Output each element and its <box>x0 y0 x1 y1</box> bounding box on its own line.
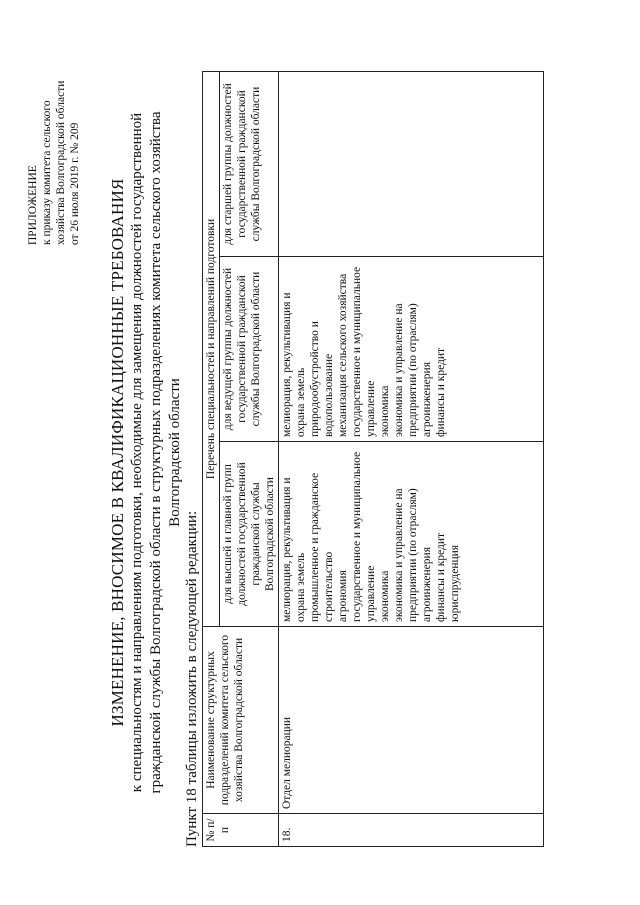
subtitle-line: к специальностям и направлениям подготовки, необходимые для замещения должностей государственной <box>129 112 145 793</box>
specialty-list <box>280 446 462 622</box>
specialty-list <box>280 261 448 437</box>
document-title: ИЗМЕНЕНИЕ, ВНОСИМОЕ В КВАЛИФИКАЦИОННЫЕ ТРЕБОВАНИЯ <box>108 178 127 727</box>
subtitle-line: гражданской службы Волгоградской области в структурных подразделениях комитета сельского хозяйства <box>148 111 164 794</box>
table-row <box>279 72 544 847</box>
list-item: агрономия <box>337 570 349 622</box>
table-header-row <box>203 72 220 847</box>
document-subtitle <box>128 60 185 845</box>
header-leading-group: для ведущей группы должностей государственной гражданской службы Волгоградской области <box>220 257 279 442</box>
list-item: юриспруденция <box>449 544 461 622</box>
appendix-heading: ПРИЛОЖЕНИЕ <box>27 165 39 245</box>
list-item: финансы и кредит <box>435 347 447 437</box>
row-unit-name: Отдел мелиорации <box>279 627 544 814</box>
list-item: экономика и управление на предприятии (по отраслям) <box>393 488 419 622</box>
row-list-senior <box>279 72 544 257</box>
header-unit-name: Наименование структурных подразделений комитета сельского хозяйства Волгоградской области <box>203 627 279 814</box>
intro-text: Пункт 18 таблицы изложить в следующей редакции: <box>184 510 200 847</box>
list-item: агроинженерия <box>421 362 433 437</box>
list-item: агроинженерия <box>421 547 433 622</box>
qualification-table <box>202 71 544 847</box>
subtitle-line: Волгоградской области <box>167 378 183 527</box>
list-item: мелиорация, рекультивация и охрана земель <box>281 292 307 437</box>
header-group: Перечень специальностей и направлений подготовки <box>203 72 220 627</box>
list-item: экономика и управление на предприятии (по отраслям) <box>393 303 419 437</box>
appendix-line: к приказу комитета сельского <box>41 100 53 245</box>
list-item: механизация сельского хозяйства <box>337 273 349 437</box>
list-item: промышленное и гражданское строительство <box>309 472 335 622</box>
list-item: экономика <box>379 570 391 622</box>
list-item: финансы и кредит <box>435 532 447 622</box>
row-list-highest <box>279 442 544 627</box>
header-senior-group: для старшей группы должностей государственной гражданской службы Волгоградской области <box>220 72 279 257</box>
list-item: природообустройство и водопользование <box>309 321 335 437</box>
list-item: государственное и муниципальное управление <box>351 451 377 622</box>
header-highest-group: для высшей и главной групп должностей государственной гражданской службы Волгоградской области <box>220 442 279 627</box>
appendix-date: от 26 июля 2019 г. № 209 <box>69 122 81 245</box>
header-number: № п/п <box>203 814 279 847</box>
list-item: экономика <box>379 385 391 437</box>
list-item: мелиорация, рекультивация и охрана земель <box>281 477 307 622</box>
row-list-leading <box>279 257 544 442</box>
row-number: 18. <box>279 814 544 847</box>
appendix-line: хозяйства Волгоградской области <box>55 80 67 245</box>
appendix-block <box>26 25 82 245</box>
list-item: государственное и муниципальное управление <box>351 266 377 437</box>
